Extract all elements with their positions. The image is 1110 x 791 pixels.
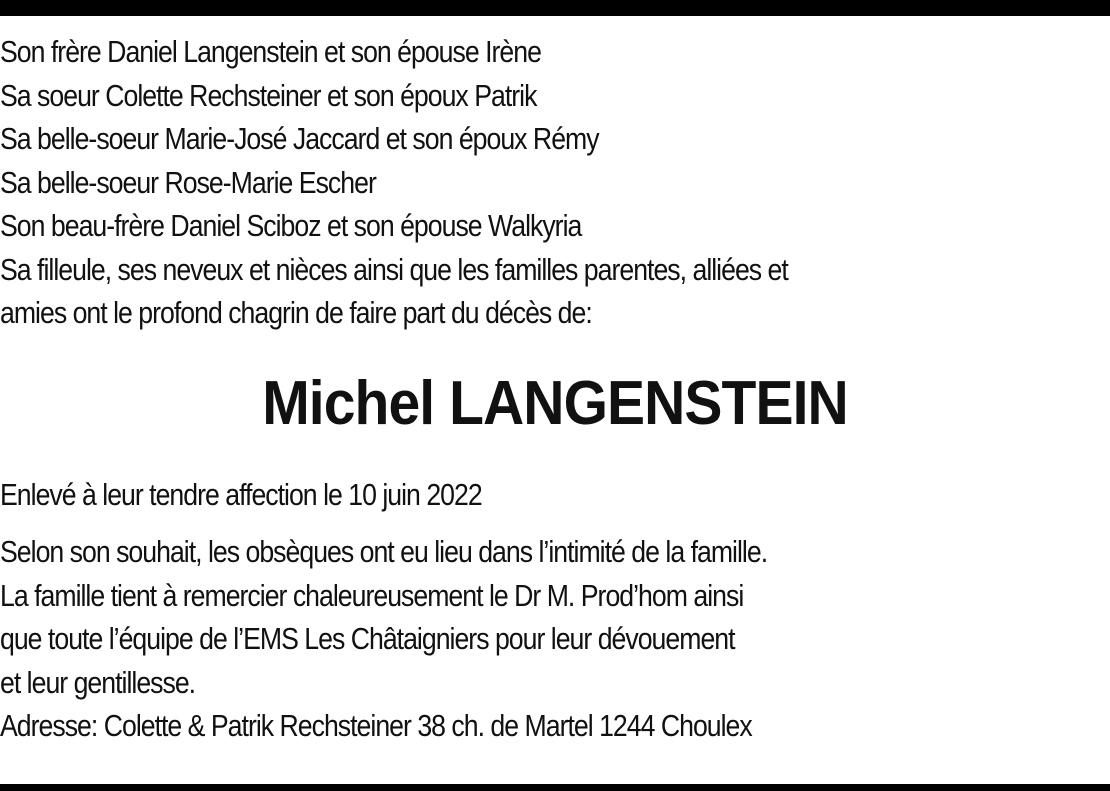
family-line: Sa soeur Colette Rechsteiner et son époux Patrik — [0, 77, 537, 113]
obituary-notice — [0, 30, 1110, 748]
bottom-border — [0, 784, 1110, 791]
closing-line: La famille tient à remercier chaleureusement le Dr M. Prod’hom ainsi — [0, 577, 744, 613]
deceased-name: Michel LANGENSTEIN — [262, 368, 848, 438]
family-line: Sa belle-soeur Rose-Marie Escher — [0, 164, 376, 200]
top-border — [0, 0, 1110, 16]
closing-line: et leur gentillesse. — [0, 664, 196, 700]
family-list — [0, 30, 1110, 335]
family-line: amies ont le profond chagrin de faire part du décès de: — [0, 295, 592, 330]
family-line: Son frère Daniel Langenstein et son épouse Irène — [0, 34, 541, 69]
address-line: Adresse: Colette & Patrik Rechsteiner 38 ch. de Martel 1244 Choulex — [0, 708, 752, 743]
family-line: Sa filleule, ses neveux et nièces ainsi que les familles parentes, alliées et — [0, 251, 788, 287]
family-line: Son beau-frère Daniel Sciboz et son épouse Walkyria — [0, 208, 582, 243]
closing-text — [0, 530, 1110, 748]
date-line: Enlevé à leur tendre affection le 10 juin 2022 — [0, 476, 482, 512]
closing-line: Selon son souhait, les obsèques ont eu lieu dans l’intimité de la famille. — [0, 534, 768, 569]
family-line: Sa belle-soeur Marie-José Jaccard et son époux Rémy — [0, 121, 599, 156]
spacer — [0, 516, 1110, 530]
closing-line: que toute l’équipe de l’EMS Les Châtaigniers pour leur dévouement — [0, 621, 735, 656]
